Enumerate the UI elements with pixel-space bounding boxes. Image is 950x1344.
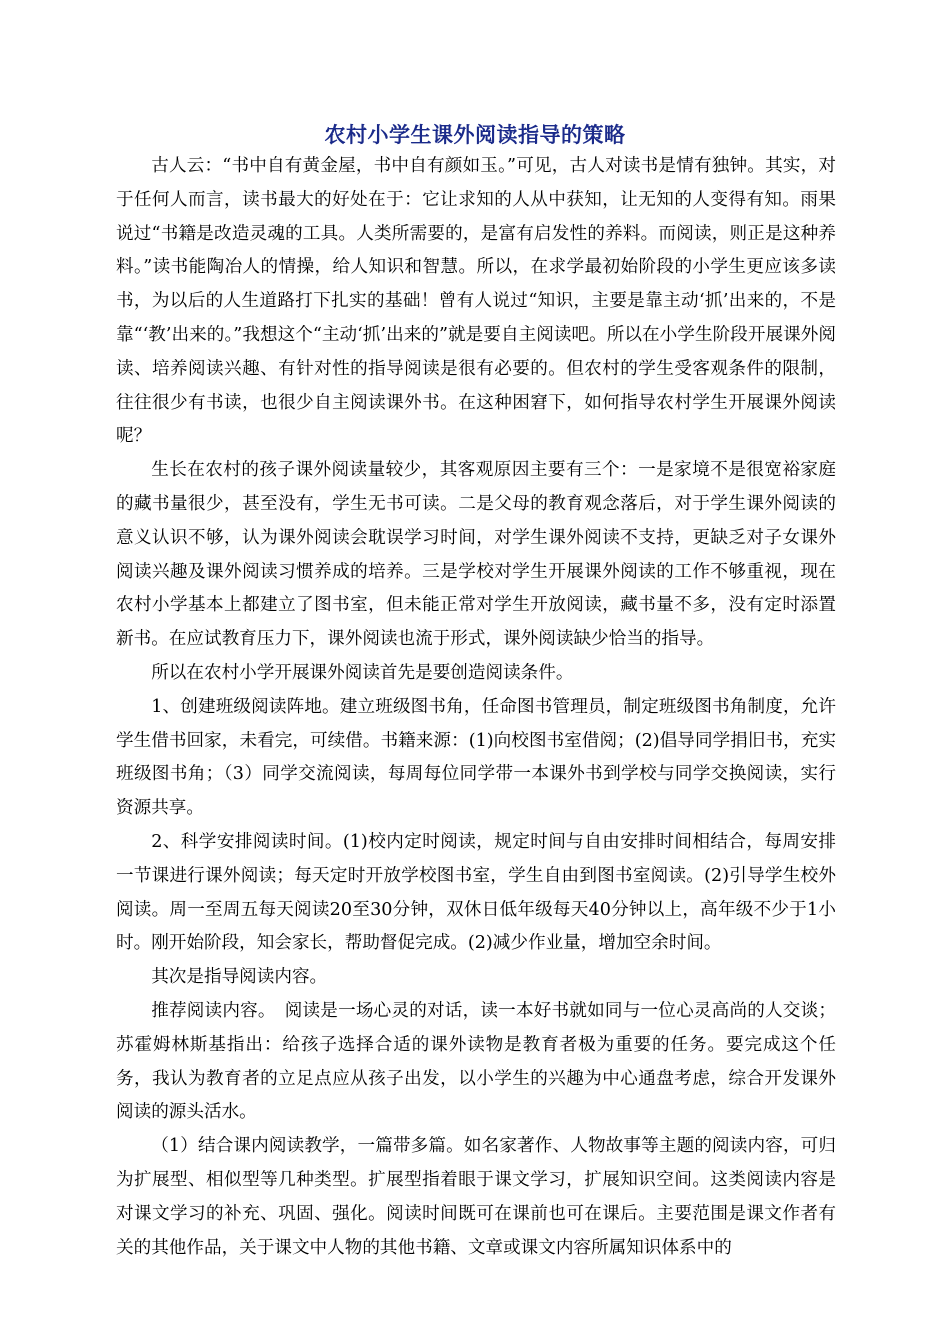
paragraph: （1）结合课内阅读教学，一篇带多篇。如名家著作、人物故事等主题的阅读内容，可归为扩展型、相似型等几种类型。扩展型指着眼于课文学习，扩展知识空间。这类阅读内容是对课文学习的补充、巩固、强化。阅读时间既可在课前也可在课后。主要范围是课文作者有关的其他作品，关于课文中人物的其他书籍、文章或课文内容所属知识体系中的 xyxy=(116,1136,836,1258)
paragraph: 其次是指导阅读内容。 xyxy=(151,967,328,988)
document-title: 农村小学生课外阅读指导的策略 xyxy=(324,123,626,147)
paragraph: 2、科学安排阅读时间。(1)校内定时阅读，规定时间与自由安排时间相结合，每周安排一节课进行课外阅读；每天定时开放学校图书室，学生自由到图书室阅读。(2)引导学生校外阅读。周一至周五每天阅读20至30分钟，双休日低年级每天40分钟以上，高年级不少于1小时。刚开始阶段，知会家长，帮助督促完成。(2)减少作业量，增加空余时间。 xyxy=(116,831,836,954)
paragraph: 1、创建班级阅读阵地。建立班级图书角，任命图书管理员，制定班级图书角制度，允许学生借书回家，未看完，可续借。书籍来源：(1)向校图书室借阅；(2)倡导同学捐旧书，充实班级图书角；（3）同学交流阅读，每周每位同学带一本课外书到学校与同学交换阅读，实行资源共享。 xyxy=(116,696,836,819)
document-body xyxy=(116,150,836,1265)
paragraph: 推荐阅读内容。 阅读是一场心灵的对话，读一本好书就如同与一位心灵高尚的人交谈；苏霍姆林斯基指出：给孩子选择合适的课外读物是教育者极为重要的任务。要完成这个任务，我认为教育者的立足点应从孩子出发，以小学生的兴趣为中心通盘考虑，综合开发课外阅读的源头活水。 xyxy=(116,1000,836,1123)
paragraph: 生长在农村的孩子课外阅读量较少，其客观原因主要有三个：一是家境不是很宽裕家庭的藏书量很少，甚至没有，学生无书可读。二是父母的教育观念落后，对于学生课外阅读的意义认识不够，认为课外阅读会耽误学习时间，对学生课外阅读不支持，更缺乏对子女课外阅读兴趣及课外阅读习惯养成的培养。三是学校对学生开展课外阅读的工作不够重视，现在农村小学基本上都建立了图书室，但未能正常对学生开放阅读，藏书量不多，没有定时添置新书。在应试教育压力下，课外阅读也流于形式，课外阅读缺少恰当的指导。 xyxy=(116,460,836,650)
paragraph: 所以在农村小学开展课外阅读首先是要创造阅读条件。 xyxy=(151,662,574,683)
paragraph: 古人云：“书中自有黄金屋，书中自有颜如玉。”可见，古人对读书是情有独钟。其实，对于任何人而言，读书最大的好处在于：它让求知的人从中获知，让无知的人变得有知。雨果说过“书籍是改造灵魂的工具。人类所需要的，是富有启发性的养料。而阅读，则正是这种养料。”读书能陶冶人的情操，给人知识和智慧。所以，在求学最初始阶段的小学生更应该多读书，为以后的人生道路打下扎实的基础！曾有人说过“知识，主要是靠主动‘抓’出来的，不是靠“‘教’出来的。”我想这个“主动‘抓’出来的”就是要自主阅读吧。所以在小学生阶段开展课外阅读、培养阅读兴趣、有针对性的指导阅读是很有必要的。但农村的学生受客观条件的限制，往往很少有书读，也很少自主阅读课外书。在这种困窘下，如何指导农村学生开展课外阅读呢？ xyxy=(116,156,836,447)
